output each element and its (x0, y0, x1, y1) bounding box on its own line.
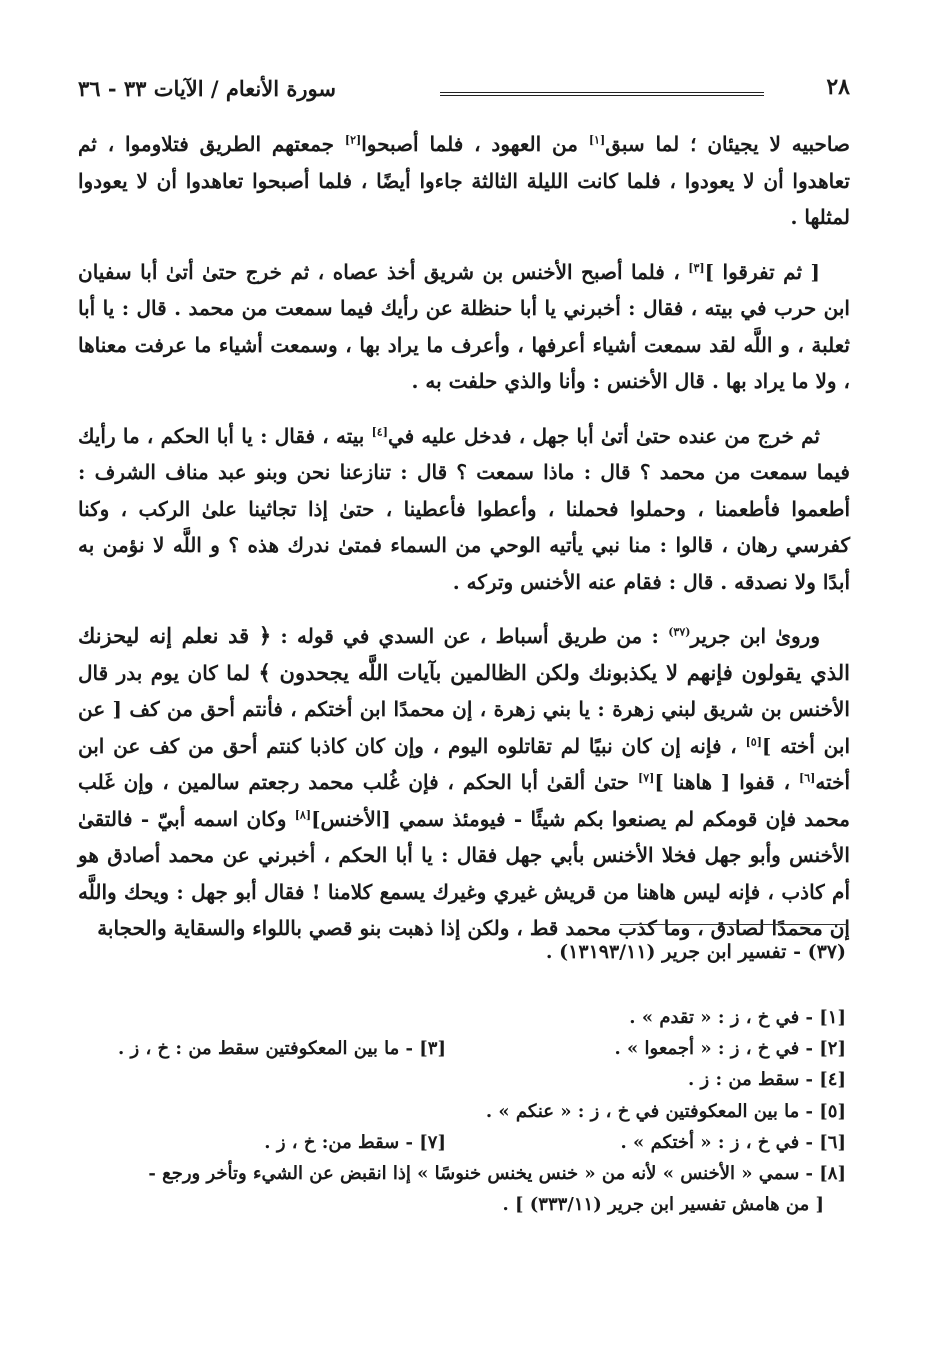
text-run: حتىٰ ألقىٰ أبا الحكم ، فإن غُلب محمد رجعتم سالمين ، وإن غَلب محمد فإن قومكم لم يصنعوا بكم شيئًا - فيومئذ سمي [الأخنس] (78, 770, 850, 831)
footnote-marker: [٧] (638, 771, 655, 785)
footnote-8: [٨] - سمي « الأخنس » لأنه من « خنس يخنس خنوسًا » إذا انقبض عن الشيء وتأخر ورجع - (148, 1162, 846, 1184)
footnote-1: [١] - في خ ، ز : « تقدم » . (629, 1007, 846, 1028)
text-run: بيته ، فقال : يا أبا الحكم ، ما رأيك فيما سمعت من محمد ؟ قال : ماذا سمعت ؟ قال : تنازعنا نحن وبنو عبد مناف الشرف : أطعموا فأطعمنا ، وحملوا فحملنا ، وأعطوا فأعطينا ، حتىٰ إذا تجاثينا علىٰ الركب ، وكنا كفرسي رهان ، قالوا : منا نبي يأتيه الوحي من السماء فمتىٰ ندرك هذه ؟ و اللَّه لا نؤمن به أبدًا ولا نصدقه . قال : فقام عنه الأخنس وتركه . (78, 423, 850, 594)
page-header (78, 74, 850, 108)
text-run: صاحبيه لا يجيئان ؛ لما سبق (605, 132, 850, 156)
text-run: ، فإنه إن كان نبيًا لم تقاتلوه اليوم ، وإن كان كاذبا كنتم أحق من كف عن ابن أخته (78, 733, 851, 794)
footnote-line (78, 1189, 846, 1220)
footnote-marker: [٨] (294, 807, 312, 821)
text-run: جمعتهم الطريق فتلاوموا ، ثم تعاهدوا أن لا يعودوا ، فلما كانت الليلة الثالثة جاءوا أيضًا ، فلما أصبحوا تعاهدوا أن لا يعودوا لمثلها . (78, 132, 850, 229)
footnote-marker: [٢] (344, 133, 362, 147)
footnote-line (78, 1096, 846, 1127)
source-footnote: (٣٧) - تفسير ابن جرير (١٣١٩٣/١١) . (545, 941, 846, 963)
text-run: وروىٰ ابن جرير (690, 624, 820, 648)
quran-verse: ﴿ قد نعلم إنه ليحزنك الذي يقولون فإنهم لا يكذبونك ولكن الظالمين بآيات اللَّه يجحدون ﴾ (78, 623, 850, 685)
text-run: ثم خرج من عنده حتىٰ أتىٰ أبا جهل ، فدخل عليه في (387, 423, 820, 448)
footnote-2: [٢] - في خ ، ز : « أجمعوا » . (614, 1038, 846, 1060)
footnote-marker: [١] (588, 133, 606, 147)
footnote-line (78, 1158, 846, 1189)
text-run: وكان اسمه أبيّ - فالتقىٰ الأخنس وأبو جهل فخلا الأخنس بأبي جهل فقال : يا أبا الحكم ، أخبرني عن محمد أصادق هو أم كاذب ، فإنه ليس هاهنا من قريش غيري وغيرك يسمع كلامنا ! فقال أبو جهل : ويحك واللَّه إن محمدًا لصادق ، وما كذب محمد قط ، ولكن إذا ذهبت بنو قصي باللواء والسقاية والحجابة (78, 806, 850, 940)
footnote-line (78, 1127, 846, 1158)
footnote-5: [٥] - ما بين المعكوفتين في خ ، ز : « عنكم » . (485, 1100, 846, 1122)
footnote-line (78, 1033, 846, 1064)
footnote-marker: [٦] (798, 771, 816, 785)
text-run: ، قفوا [ هاهنا ] (654, 770, 799, 794)
text-run: : من طريق أسباط ، عن السدي في قوله : (271, 624, 669, 648)
running-title: سورة الأنعام / الآيات ٣٣ - ٣٦ (78, 76, 336, 101)
footnote-line (78, 1002, 846, 1033)
text-run: من العهود ، فلما أصبحوا (361, 132, 589, 156)
text-run: لما كان يوم بدر قال الأخنس بن شريق لبني زهرة : يا بني زهرة ، إن محمدًا ابن أختكم ، فأنتم أحق من كف [ عن ابن أخته ] (78, 660, 850, 758)
footnote-4: [٤] - سقط من : ز . (687, 1069, 846, 1091)
page-number: ٢٨ (826, 74, 850, 100)
paragraph-3 (78, 418, 850, 601)
footnote-marker: (٣٧) (668, 625, 691, 639)
main-text (78, 126, 850, 965)
footnote-7: [٧] - سقط من: خ ، ز . (264, 1131, 446, 1153)
footnote-separator (620, 924, 848, 925)
footnote-8-continued: [ من هامش تفسير ابن جرير (٣٣٣/١١) ] . (502, 1194, 824, 1216)
footnotes (78, 1002, 846, 1220)
footnote-marker: [٤] (371, 424, 388, 438)
footnote-line (78, 1064, 846, 1095)
text-run: ، فلما أصبح الأخنس بن شريق أخذ عصاه ، ثم خرج حتىٰ أتىٰ أبا سفيان ابن حرب في بيته ، فقال : أخبرني يا أبا حنظلة عن رأيك فيما سمعت من محمد . قال : يا أبا ثعلبة ، و اللَّه لقد سمعت أشياء أعرفها ، وأعرف ما يراد بها ، وسمعت أشياء ما عرفت معناها ، ولا ما يراد بها . قال الأخنس : وأنا والذي حلفت به . (78, 259, 850, 393)
paragraph-1 (78, 126, 850, 236)
footnote-marker: [٣] (688, 260, 705, 274)
paragraph-4 (78, 618, 850, 947)
paragraph-2 (78, 254, 850, 400)
text-run: [ ثم تفرقوا ] (704, 259, 820, 284)
footnote-marker: [٥] (745, 734, 762, 748)
footnote-3: [٣] - ما بين المعكوفتين سقط من : خ ، ز . (117, 1038, 446, 1060)
header-rule (440, 92, 764, 96)
footnote-6: [٦] - في خ ، ز : « أختكم » . (620, 1131, 846, 1153)
